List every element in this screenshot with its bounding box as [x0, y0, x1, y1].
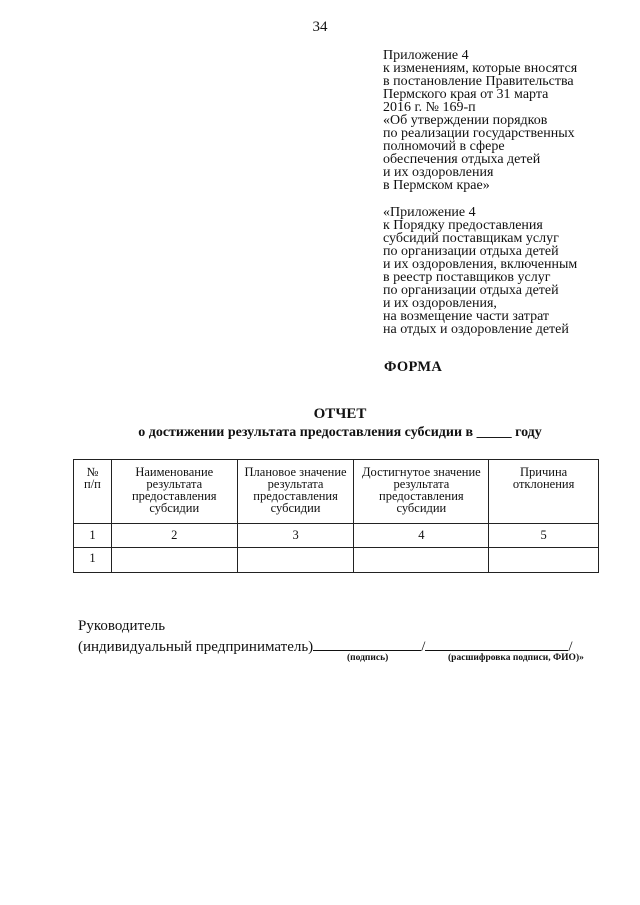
appendix-line: в Пермском крае»: [383, 178, 490, 193]
appendix-header-procedure: [383, 206, 633, 336]
table-row: [74, 548, 599, 573]
column-header-line: №: [86, 465, 99, 479]
appendix-line: на отдых и оздоровление детей: [383, 322, 569, 337]
column-header: [354, 460, 489, 524]
column-header-line: предоставления: [379, 489, 464, 503]
table-body: [74, 524, 599, 573]
column-header-line: Наименование: [135, 465, 214, 479]
appendix-line: Приложение 4: [383, 48, 469, 63]
table-cell: [237, 548, 354, 573]
column-header-line: предоставления: [253, 489, 338, 503]
column-header-line: результата: [267, 477, 324, 491]
column-header-line: результата: [393, 477, 450, 491]
column-header-line: Плановое значение: [244, 465, 347, 479]
signature-title: Руководитель: [78, 618, 166, 634]
table-cell: 1: [74, 548, 112, 573]
signature-separator: /: [421, 639, 426, 655]
signature-role: (индивидуальный предприниматель): [78, 639, 314, 655]
column-header: [111, 460, 237, 524]
column-number-cell: 2: [111, 524, 237, 548]
appendix-header-changes: [383, 49, 633, 192]
appendix-line: субсидий поставщикам услуг: [383, 231, 559, 246]
column-number-cell: 1: [74, 524, 112, 548]
appendix-line: по реализации государственных: [383, 126, 575, 141]
name-decoding-blank: [425, 636, 568, 651]
report-subtitle: о достижении результата предоставления субсидии в _____ году: [138, 425, 542, 440]
appendix-line: «Об утверждении порядков: [383, 113, 548, 128]
column-number-row: [74, 524, 599, 548]
signature-closing-slash: /: [568, 639, 573, 655]
table-cell: [354, 548, 489, 573]
appendix-line: и их оздоровления: [383, 165, 494, 180]
caption-signature: (подпись): [347, 653, 389, 663]
column-header-line: предоставления: [131, 489, 217, 503]
appendix-line: и их оздоровления, включенным: [383, 257, 578, 272]
column-header-line: субсидии: [149, 501, 200, 515]
column-number-cell: 4: [354, 524, 489, 548]
appendix-line: к Порядку предоставления: [383, 218, 543, 233]
column-header-line: субсидии: [270, 501, 321, 515]
column-number-cell: 3: [237, 524, 354, 548]
appendix-line: по организации отдыха детей: [383, 244, 559, 259]
appendix-line: на возмещение части затрат: [383, 309, 550, 324]
appendix-line: 2016 г. № 169-п: [383, 100, 476, 115]
table-header-row: [74, 460, 599, 524]
column-header: [237, 460, 354, 524]
column-number-cell: 5: [489, 524, 599, 548]
appendix-line: полномочий в сфере: [383, 139, 505, 154]
column-header-line: Достигнутое значение: [362, 465, 481, 479]
report-table: [73, 459, 599, 573]
signature-blank: [313, 636, 421, 651]
column-header: [74, 460, 112, 524]
column-header-line: отклонения: [512, 477, 575, 491]
column-header: [489, 460, 599, 524]
column-header-line: п/п: [84, 477, 101, 491]
appendix-line: в постановление Правительства: [383, 74, 574, 89]
form-label: ФОРМА: [384, 359, 443, 375]
table-cell: [111, 548, 237, 573]
appendix-line: «Приложение 4: [383, 205, 476, 220]
appendix-line: обеспечения отдыха детей: [383, 152, 541, 167]
appendix-line: Пермского края от 31 марта: [383, 87, 549, 102]
appendix-line: и их оздоровления,: [383, 296, 497, 311]
table-cell: [489, 548, 599, 573]
caption-decoding: (расшифровка подписи, ФИО)»: [448, 653, 584, 663]
column-header-line: субсидии: [396, 501, 447, 515]
report-title: ОТЧЕТ: [313, 406, 367, 422]
column-header-line: Причина: [520, 465, 568, 479]
appendix-line: к изменениям, которые вносятся: [383, 61, 578, 76]
column-header-line: результата: [146, 477, 203, 491]
signature-block: [78, 616, 573, 657]
appendix-line: по организации отдыха детей: [383, 283, 559, 298]
page-number: 34: [312, 19, 328, 35]
appendix-line: в реестр поставщиков услуг: [383, 270, 551, 285]
